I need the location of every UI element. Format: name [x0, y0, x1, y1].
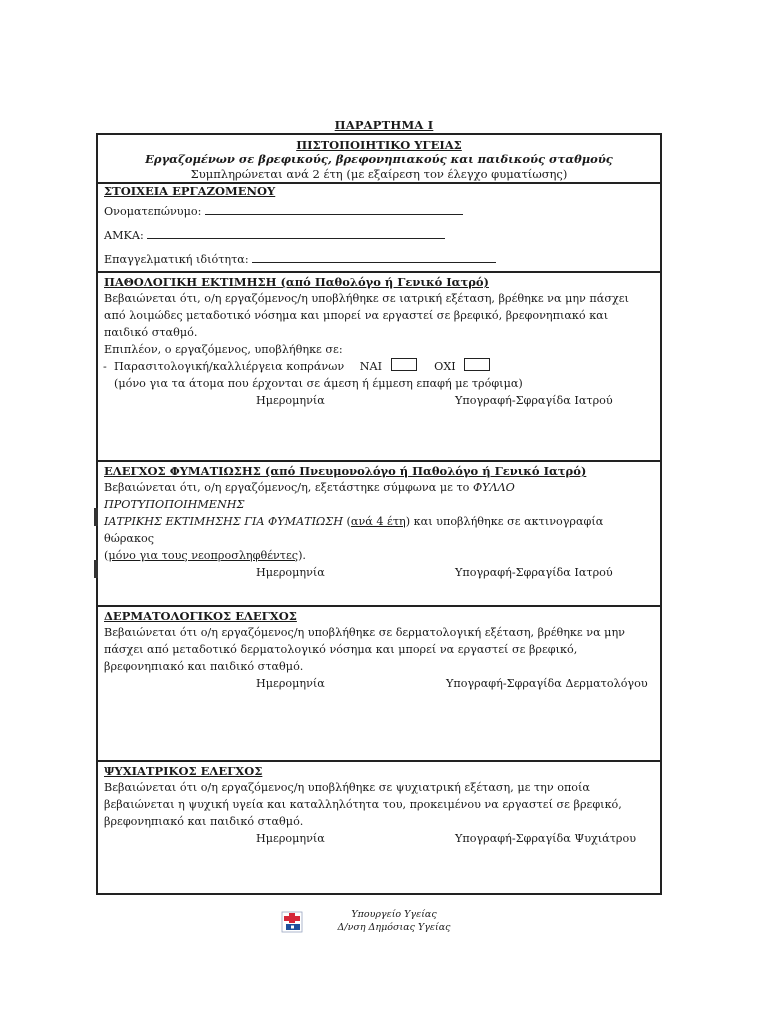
dermatology-text-line-2: πάσχει από μεταδοτικό δερματολογικό νόσημα και μπορεί να εργαστεί σε βρεφικό, [104, 643, 578, 656]
profession-field-row [104, 248, 654, 272]
tb-text-part: ( [104, 549, 109, 562]
scan-edge-mark [94, 508, 98, 526]
psychiatry-date-label: Ημερομηνία [256, 832, 325, 845]
dermatology-date-label: Ημερομηνία [256, 677, 325, 690]
directorate-name: Δ/νση Δημόσιας Υγείας [337, 922, 451, 933]
no-label: ΟΧΙ [434, 360, 456, 373]
health-certificate-form [96, 133, 662, 895]
dermatology-text-line-1: Βεβαιώνεται ότι ο/η εργαζόμενος/η υποβλήθηκε σε δερματολογική εξέταση, βρέθηκε να μην [104, 626, 625, 639]
psychiatry-text-line-3: βρεφονηπιακό και παιδικό σταθμό. [104, 815, 304, 828]
pathology-text-line-2: από λοιμώδες μεταδοτικό νόσημα και μπορεί να εργαστεί σε βρεφικό, βρεφονηπιακό και [104, 309, 609, 322]
footer-text [314, 908, 474, 934]
annex-title: ΠΑΡΑΡΤΗΜΑ Ι [334, 118, 434, 132]
employee-section [98, 182, 660, 273]
scan-edge-mark [94, 560, 98, 578]
psychiatry-section [98, 762, 660, 895]
form-validity-note: Συμπληρώνεται ανά 2 έτη (με εξαίρεση τον έλεγχο φυματίωσης) [190, 167, 568, 181]
pathology-section [98, 273, 660, 462]
bullet-dash: - [103, 360, 107, 373]
stool-test-label: Παρασιτολογική/καλλιέργεια κοπράνων [114, 360, 345, 373]
food-contact-note: (μόνο για τα άτομα που έρχονται σε άμεση ή έμμεση επαφή με τρόφιμα) [114, 377, 523, 390]
form-header [98, 135, 660, 184]
dermatology-signature-label: Υπογραφή-Σφραγίδα Δερματολόγου [446, 677, 648, 690]
name-input-line[interactable] [205, 203, 463, 215]
tb-text-part: ( [342, 515, 351, 528]
tuberculosis-section-title: ΕΛΕΓΧΟΣ ΦΥΜΑΤΙΩΣΗΣ (από Πνευμονολόγο ή Παθολόγο ή Γενικό Ιατρό) [104, 464, 587, 478]
profession-label: Επαγγελματική ιδιότητα: [104, 253, 249, 266]
tuberculosis-section [98, 462, 660, 607]
amka-field-row [104, 224, 654, 248]
ministry-cross-logo-icon [280, 910, 304, 934]
dermatology-section-title: ΔΕΡΜΑΤΟΛΟΓΙΚΟΣ ΕΛΕΓΧΟΣ [104, 609, 297, 623]
footer [274, 908, 474, 940]
dermatology-signature-row [104, 675, 654, 692]
no-checkbox[interactable] [464, 358, 490, 371]
dermatology-text-line-3: βρεφονηπιακό και παιδικό σταθμό. [104, 660, 304, 673]
form-subtitle: Εργαζομένων σε βρεφικούς, βρεφονηπιακούς και παιδικούς σταθμούς [145, 152, 613, 166]
tuberculosis-text-line-3 [104, 547, 654, 564]
tuberculosis-signature-row [104, 564, 654, 581]
amka-label: ΑΜΚΑ: [104, 229, 144, 242]
tuberculosis-date-label: Ημερομηνία [256, 566, 325, 579]
pathology-text-line-3: παιδικό σταθμό. [104, 326, 198, 339]
amka-input-line[interactable] [147, 227, 445, 239]
tb-text-part: ). [298, 549, 306, 562]
tb-text-part: ) και υποβλήθηκε σε ακτινογραφία θώρακος [104, 515, 604, 545]
pathology-signature-label: Υπογραφή-Σφραγίδα Ιατρού [455, 394, 613, 407]
stool-test-row [104, 358, 654, 375]
yes-label: ΝΑΙ [359, 360, 383, 373]
psychiatry-text-line-1: Βεβαιώνεται ότι ο/η εργαζόμενος/η υποβλήθηκε σε ψυχιατρική εξέταση, με την οποία [104, 781, 590, 794]
tb-text-part: Βεβαιώνεται ότι, ο/η εργαζόμενος/η, εξετάστηκε σύμφωνα με το [104, 481, 473, 494]
pathology-text-line-1: Βεβαιώνεται ότι, ο/η εργαζόμενος/η υποβλήθηκε σε ιατρική εξέταση, βρέθηκε να μην πάσχει [104, 292, 629, 305]
tuberculosis-signature-label: Υπογραφή-Σφραγίδα Ιατρού [455, 566, 613, 579]
yes-checkbox[interactable] [391, 358, 417, 371]
name-field-row [104, 200, 654, 224]
tb-interval: ανά 4 έτη [350, 515, 406, 528]
tuberculosis-text-line-1 [104, 479, 654, 513]
tb-form-name-part: ΦΥΛΛΟ ΠΡΟΤΥΠΟΠΟΙΗΜΕΝΗΣ [104, 481, 515, 511]
employee-section-title: ΣΤΟΙΧΕΙΑ ΕΡΓΑΖΟΜΕΝΟΥ [104, 184, 276, 198]
ministry-name: Υπουργείο Υγείας [351, 909, 437, 920]
tuberculosis-text-line-2 [104, 513, 654, 547]
psychiatry-text-line-2: βεβαιώνεται η ψυχική υγεία και καταλληλότητα του, προκειμένου να εργαστεί σε βρεφικό, [104, 798, 622, 811]
form-title: ΠΙΣΤΟΠΟΙΗΤΙΚΟ ΥΓΕΙΑΣ [296, 138, 462, 152]
psychiatry-signature-label: Υπογραφή-Σφραγίδα Ψυχιάτρου [455, 832, 637, 845]
dermatology-section [98, 607, 660, 762]
psychiatry-signature-row [104, 830, 654, 847]
psychiatry-section-title: ΨΥΧΙΑΤΡΙΚΟΣ ΕΛΕΓΧΟΣ [104, 764, 263, 778]
profession-input-line[interactable] [252, 251, 496, 263]
pathology-date-label: Ημερομηνία [256, 394, 325, 407]
tb-form-name-part: ΙΑΤΡΙΚΗΣ ΕΚΤΙΜΗΣΗΣ ΓΙΑ ΦΥΜΑΤΙΩΣΗ [104, 515, 343, 528]
pathology-text-line-4: Επιπλέον, ο εργαζόμενος, υποβλήθηκε σε: [104, 343, 343, 356]
tb-new-hires-note: μόνο για τους νεοπροσληφθέντες [108, 549, 299, 562]
name-label: Ονοματεπώνυμο: [104, 205, 202, 218]
pathology-signature-row [104, 392, 654, 409]
pathology-section-title: ΠΑΘΟΛΟΓΙΚΗ ΕΚΤΙΜΗΣΗ (από Παθολόγο ή Γενικό Ιατρό) [104, 275, 489, 289]
